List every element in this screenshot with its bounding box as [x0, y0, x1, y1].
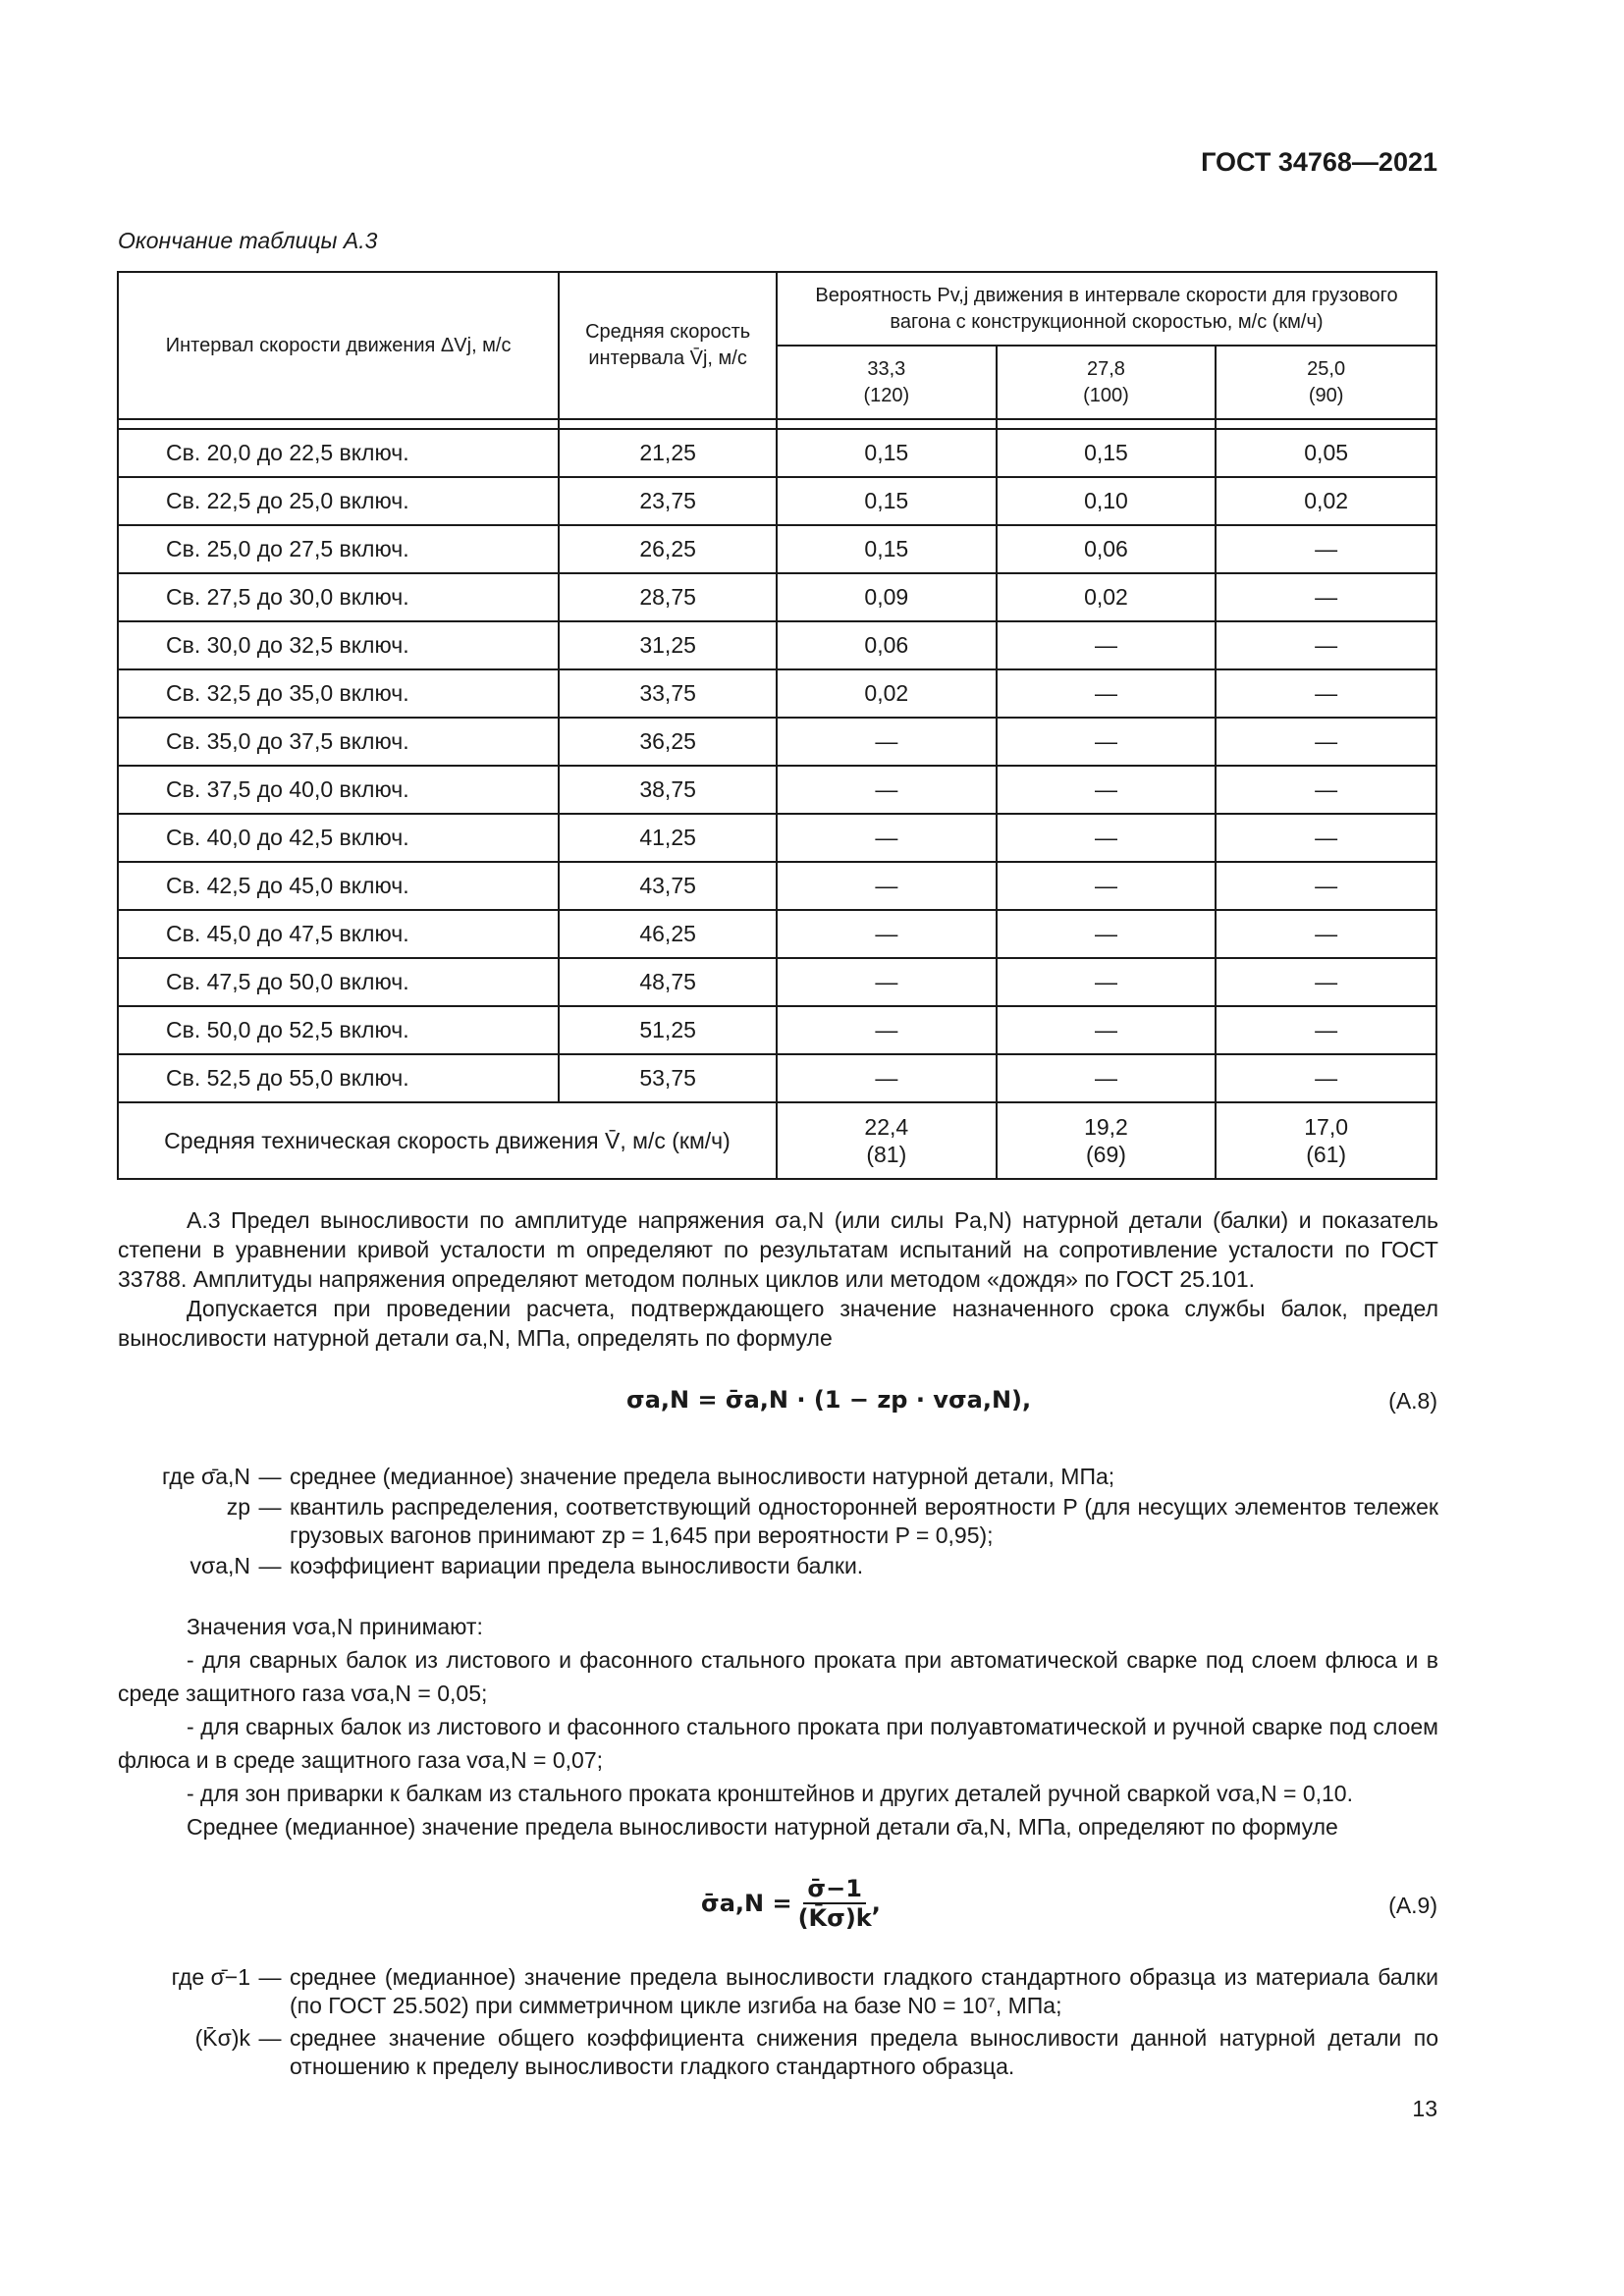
total-value: 22,4 (81) — [777, 1102, 997, 1179]
list-item: - для сварных балок из листового и фасонного стального проката при полуавтоматической и ручной сварке под слоем флюса и в среде защитного газа vσa,N = 0,07; — [118, 1714, 1438, 1773]
cell-probability: — — [1216, 1054, 1436, 1102]
cell-interval: Св. 32,5 до 35,0 включ. — [118, 669, 559, 718]
where-dash: — — [258, 1553, 282, 1578]
cell-mean-speed: 31,25 — [559, 621, 777, 669]
equation-number-a8: (А.8) — [1388, 1388, 1437, 1414]
where-row — [118, 1493, 1438, 1550]
cell-probability: — — [1216, 1006, 1436, 1054]
where-dash: — — [258, 1964, 282, 1990]
where-row — [118, 1552, 1438, 1580]
list-item: - для зон приварки к балкам из стального проката кронштейнов и других деталей ручной сваркой vσa,N = 0,10. — [187, 1781, 1353, 1806]
where-list-1 — [118, 1463, 1438, 1580]
formula-a8: σa,N = σ̄a,N · (1 − zp · vσa,N), — [626, 1386, 1032, 1414]
table-row — [118, 429, 1436, 477]
cell-interval: Св. 45,0 до 47,5 включ. — [118, 910, 559, 958]
cell-probability: 0,10 — [997, 477, 1217, 525]
where-row — [118, 1463, 1438, 1491]
cell-probability: — — [1216, 669, 1436, 718]
header-probability-group: Вероятность Pv,j движения в интервале скорости для грузового вагона с конструкционной скоростью, м/с (км/ч) — [777, 272, 1436, 346]
cell-interval: Св. 47,5 до 50,0 включ. — [118, 958, 559, 1006]
where-row — [118, 2024, 1438, 2081]
cell-probability: — — [997, 814, 1217, 862]
cell-probability: — — [997, 862, 1217, 910]
header-speed-col: 27,8 (100) — [997, 346, 1217, 419]
paragraph-a3: А.3 Предел выносливости по амплитуде напряжения σa,N (или силы Pa,N) натурной детали (балки) и показатель степени в уравнении кривой усталости m определяют по результатам испытаний на сопротивление усталости по ГОСТ 33788. Амплитуды напряжения определяют методом полных циклов или методом «дождя» по ГОСТ 25.101. — [118, 1207, 1438, 1292]
cell-probability: 0,06 — [777, 621, 997, 669]
cell-interval: Св. 27,5 до 30,0 включ. — [118, 573, 559, 621]
cell-mean-speed: 23,75 — [559, 477, 777, 525]
cell-probability: — — [777, 718, 997, 766]
cell-probability: — — [997, 1006, 1217, 1054]
cell-interval: Св. 25,0 до 27,5 включ. — [118, 525, 559, 573]
paragraph-allowed: Допускается при проведении расчета, подтверждающего значение назначенного срока службы балок, предел выносливости натурной детали σa,N, МПа, определять по формуле — [118, 1296, 1438, 1351]
cell-probability: 0,15 — [777, 429, 997, 477]
header-speed-col: 25,0 (90) — [1216, 346, 1436, 419]
header-mean-speed: Средняя скорость интервала V̄j, м/с — [559, 272, 777, 419]
cell-interval: Св. 22,5 до 25,0 включ. — [118, 477, 559, 525]
cell-mean-speed: 38,75 — [559, 766, 777, 814]
cell-mean-speed: 28,75 — [559, 573, 777, 621]
cell-mean-speed: 48,75 — [559, 958, 777, 1006]
table-row — [118, 477, 1436, 525]
cell-probability: 0,15 — [997, 429, 1217, 477]
formula-a9-fraction — [798, 1875, 872, 1932]
cell-probability: — — [1216, 525, 1436, 573]
where-dash: — — [258, 2025, 282, 2051]
table-row — [118, 573, 1436, 621]
cell-probability: — — [777, 958, 997, 1006]
where-symbol: (K̄σ)k — [194, 2025, 250, 2051]
cell-probability: — — [1216, 718, 1436, 766]
paragraph-mean-intro: Среднее (медианное) значение предела выносливости натурной детали σ̄a,N, МПа, определяют по формуле — [187, 1814, 1338, 1840]
header-speed-col: 33,3 (120) — [777, 346, 997, 419]
where-dash: — — [258, 1464, 282, 1489]
cell-probability: — — [777, 814, 997, 862]
cell-probability: — — [777, 862, 997, 910]
list-item: - для сварных балок из листового и фасонного стального проката при автоматической сварке под слоем флюса и в среде защитного газа vσa,N = 0,05; — [118, 1647, 1438, 1706]
cell-mean-speed: 36,25 — [559, 718, 777, 766]
table-row — [118, 814, 1436, 862]
where-list-2 — [118, 1963, 1438, 2081]
table-row — [118, 1054, 1436, 1102]
cell-probability: — — [777, 1054, 997, 1102]
cell-probability: — — [997, 1054, 1217, 1102]
total-value: 17,0 (61) — [1216, 1102, 1436, 1179]
where-symbol: vσa,N — [189, 1553, 250, 1578]
table-row — [118, 621, 1436, 669]
table-caption: Окончание таблицы А.3 — [118, 228, 378, 253]
section-a3 — [118, 1205, 1438, 1353]
cell-mean-speed: 41,25 — [559, 814, 777, 862]
where-row — [118, 1963, 1438, 2020]
header-interval: Интервал скорости движения ΔVj, м/с — [118, 272, 559, 419]
cell-probability: 0,15 — [777, 525, 997, 573]
cell-probability: — — [997, 718, 1217, 766]
cell-mean-speed: 43,75 — [559, 862, 777, 910]
cell-probability: — — [997, 766, 1217, 814]
cell-mean-speed: 26,25 — [559, 525, 777, 573]
cell-interval: Св. 40,0 до 42,5 включ. — [118, 814, 559, 862]
cell-probability: 0,15 — [777, 477, 997, 525]
formula-a9-left: σ̄a,N = — [701, 1890, 792, 1917]
cell-probability: — — [1216, 814, 1436, 862]
where-symbol: где σ̄−1 — [171, 1964, 250, 1990]
cell-probability: 0,02 — [1216, 477, 1436, 525]
page-number: 13 — [1412, 2096, 1437, 2121]
cell-probability: — — [997, 621, 1217, 669]
table-row — [118, 718, 1436, 766]
cell-mean-speed: 51,25 — [559, 1006, 777, 1054]
cell-interval: Св. 30,0 до 32,5 включ. — [118, 621, 559, 669]
where-definition: среднее (медианное) значение предела выносливости гладкого стандартного образца из материала балки (по ГОСТ 25.502) при симметричном цикле изгиба на базе N0 = 10⁷, МПа; — [290, 1964, 1438, 2018]
probability-table — [117, 271, 1437, 1180]
table-row — [118, 910, 1436, 958]
formula-a9-numerator: σ̄−1 — [803, 1875, 866, 1904]
where-definition: квантиль распределения, соответствующий односторонней вероятности P (для несущих элементов тележек грузовых вагонов принимают zp = 1,645 при вероятности P = 0,95); — [290, 1494, 1438, 1548]
cell-probability: — — [997, 958, 1217, 1006]
cell-interval: Св. 35,0 до 37,5 включ. — [118, 718, 559, 766]
cell-mean-speed: 21,25 — [559, 429, 777, 477]
where-definition: коэффициент вариации предела выносливости балки. — [290, 1553, 864, 1578]
cell-mean-speed: 46,25 — [559, 910, 777, 958]
formula-comma: , — [871, 1890, 881, 1917]
where-symbol: где σ̄a,N — [162, 1464, 250, 1489]
total-label: Средняя техническая скорость движения V̄, м/с (км/ч) — [118, 1102, 777, 1179]
cell-probability: 0,02 — [997, 573, 1217, 621]
where-definition: среднее значение общего коэффициента снижения предела выносливости данной натурной детали по отношению к пределу выносливости гладкого стандартного образца. — [290, 2025, 1438, 2079]
cell-probability: 0,02 — [777, 669, 997, 718]
cell-interval: Св. 52,5 до 55,0 включ. — [118, 1054, 559, 1102]
cell-probability: 0,06 — [997, 525, 1217, 573]
table-row — [118, 958, 1436, 1006]
paragraph-values-intro: Значения vσa,N принимают: — [187, 1614, 483, 1639]
cell-probability: — — [1216, 958, 1436, 1006]
cell-probability: 0,05 — [1216, 429, 1436, 477]
where-symbol: zp — [226, 1494, 250, 1520]
cell-interval: Св. 20,0 до 22,5 включ. — [118, 429, 559, 477]
where-dash: — — [258, 1494, 282, 1520]
where-definition: среднее (медианное) значение предела выносливости натурной детали, МПа; — [290, 1464, 1115, 1489]
formula-a9 — [701, 1875, 881, 1932]
cell-probability: — — [1216, 862, 1436, 910]
table-row — [118, 525, 1436, 573]
cell-probability: — — [1216, 910, 1436, 958]
table-row — [118, 766, 1436, 814]
cell-probability: — — [1216, 621, 1436, 669]
cell-probability: — — [1216, 766, 1436, 814]
cell-probability: 0,09 — [777, 573, 997, 621]
cell-interval: Св. 42,5 до 45,0 включ. — [118, 862, 559, 910]
section-values — [118, 1610, 1438, 1843]
cell-probability: — — [997, 669, 1217, 718]
document-code: ГОСТ 34768—2021 — [1201, 147, 1437, 177]
cell-probability: — — [997, 910, 1217, 958]
cell-mean-speed: 33,75 — [559, 669, 777, 718]
formula-a9-denominator: (K̄σ)k — [797, 1904, 872, 1932]
cell-interval: Св. 50,0 до 52,5 включ. — [118, 1006, 559, 1054]
cell-probability: — — [1216, 573, 1436, 621]
equation-number-a9: (А.9) — [1388, 1893, 1437, 1918]
total-value: 19,2 (69) — [997, 1102, 1217, 1179]
cell-probability: — — [777, 1006, 997, 1054]
cell-mean-speed: 53,75 — [559, 1054, 777, 1102]
table-row — [118, 862, 1436, 910]
cell-probability: — — [777, 766, 997, 814]
table-row — [118, 669, 1436, 718]
cell-interval: Св. 37,5 до 40,0 включ. — [118, 766, 559, 814]
table-row — [118, 1006, 1436, 1054]
cell-probability: — — [777, 910, 997, 958]
